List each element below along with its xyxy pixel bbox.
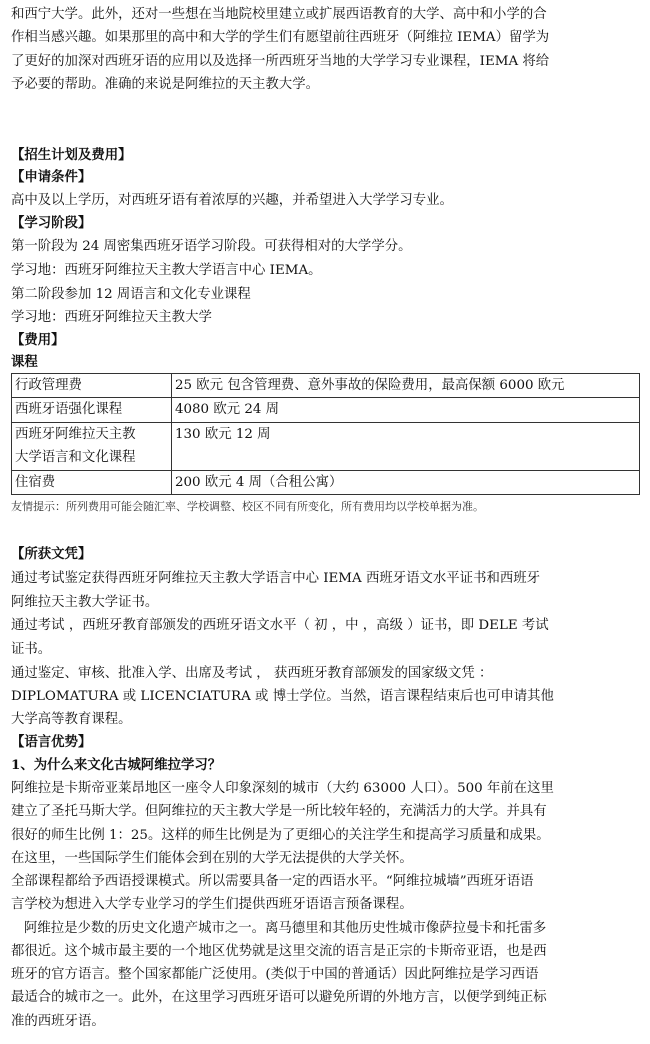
admission-heading: 【招生计划及费用】	[11, 147, 132, 163]
courses-label: 课程	[11, 354, 38, 370]
fees-note: 友情提示：所列费用可能会随汇率、学校调整、校区不同有所变化，所有费用均以学校单据为准。	[11, 500, 484, 513]
table-row	[12, 470, 640, 494]
language-para2-line: 阿维拉是少数的历史文化遗产城市之一。离马德里和其他历史性城市像萨拉曼卡和托雷多	[24, 921, 547, 936]
requirements-heading: 【申请条件】	[11, 169, 92, 185]
intro-line: 和西宁大学。此外，还对一些想在当地院校里建立或扩展西语教育的大学、高中和小学的合	[11, 7, 547, 22]
fee-detail: 4080 欧元 24 周	[172, 398, 640, 422]
certificates-heading: 【所获文凭】	[11, 546, 92, 562]
fee-detail: 130 欧元 12 周	[172, 422, 640, 470]
language-para1-line: 阿维拉是卡斯帝亚莱昂地区一座令人印象深刻的城市（大约 63000 人口）。500 年前在这里	[11, 781, 554, 796]
stage-line: 第二阶段参加 12 周语言和文化专业课程	[11, 287, 251, 302]
certificate-line: 通过考试 ，西班牙教育部颁发的西班牙语文水平（ 初 ，中 ，高级 ）证书，即 DELE 考试	[11, 618, 549, 633]
fees-table	[11, 373, 640, 495]
fee-item: 住宿费	[12, 470, 172, 494]
language-para2-line: 最适合的城市之一。此外，在这里学习西班牙语可以避免所谓的外地方言，以便学到纯正标	[11, 990, 547, 1005]
certificate-line: 通过鉴定、审核、批准入学、出席及考试 ， 获西班牙教育部颁发的国家级文凭 ：	[11, 666, 493, 681]
stage-line: 学习地：西班牙阿维拉天主教大学	[11, 310, 212, 325]
language-para1-line: 很好的师生比例 1：25。这样的师生比例是为了更细心的关注学生和提高学习质量和成果。	[11, 828, 550, 843]
intro-line: 作相当感兴趣。如果那里的高中和大学的学生们有愿望前往西班牙（阿维拉 IEMA）留学为	[11, 30, 550, 45]
language-para1-line: 在这里，一些国际学生们能体会到在别的大学无法提供的大学关怀。	[11, 851, 413, 866]
fee-item: 西班牙语强化课程	[12, 398, 172, 422]
certificate-line: 证书。	[11, 642, 52, 657]
table-row	[12, 422, 640, 470]
stage-line: 第一阶段为 24 周密集西班牙语学习阶段。可获得相对的大学学分。	[11, 239, 412, 254]
certificate-line: 阿维拉天主教大学证书。	[11, 595, 159, 610]
stage-line: 学习地：西班牙阿维拉天主教大学语言中心 IEMA。	[11, 263, 322, 278]
language-para2-line: 都很近。这个城市最主要的一个地区优势就是这里交流的语言是正宗的卡斯帝亚语，也是西	[11, 944, 547, 959]
certificate-line: 大学高等教育课程。	[11, 712, 132, 727]
certificate-line: DIPLOMATURA 或 LICENCIATURA 或 博士学位。当然，语言课程结束后也可申请其他	[11, 689, 554, 704]
language-heading: 【语言优势】	[11, 734, 92, 750]
table-row	[12, 374, 640, 398]
intro-line: 了更好的加深对西班牙语的应用以及选择一所西班牙当地的大学学习专业课程，IEMA 将给	[11, 54, 550, 69]
fee-detail: 25 欧元 包含管理费、意外事故的保险费用，最高保额 6000 欧元	[172, 374, 640, 398]
language-para1-line: 全部课程都给予西语授课模式。所以需要具备一定的西语水平。“阿维拉城墙”西班牙语语	[11, 874, 534, 889]
certificate-line: 通过考试鉴定获得西班牙阿维拉天主教大学语言中心 IEMA 西班牙语文水平证书和西班牙	[11, 571, 541, 586]
fee-item: 行政管理费	[12, 374, 172, 398]
intro-line: 予必要的帮助。准确的来说是阿维拉的天主教大学。	[11, 77, 319, 92]
stages-heading: 【学习阶段】	[11, 215, 92, 231]
language-para1-line: 言学校为想进入大学专业学习的学生们提供西班牙语语言预备课程。	[11, 897, 413, 912]
fee-detail: 200 欧元 4 周（合租公寓）	[172, 470, 640, 494]
language-para1-line: 建立了圣托马斯大学。但阿维拉的天主教大学是一所比较年轻的，充满活力的大学。并具有	[11, 804, 547, 819]
fees-heading: 【费用】	[11, 332, 65, 348]
language-para2-line: 准的西班牙语。	[11, 1014, 105, 1029]
table-row	[12, 398, 640, 422]
language-para2-line: 班牙的官方语言。整个国家都能广泛使用。(类似于中国的普通话）因此阿维拉是学习西语	[11, 967, 539, 982]
requirements-text: 高中及以上学历，对西班牙语有着浓厚的兴趣，并希望进入大学学习专业。	[11, 193, 453, 208]
language-question: 1、为什么来文化古城阿维拉学习？	[11, 757, 222, 773]
fee-item: 西班牙阿维拉天主教 大学语言和文化课程	[12, 422, 172, 470]
